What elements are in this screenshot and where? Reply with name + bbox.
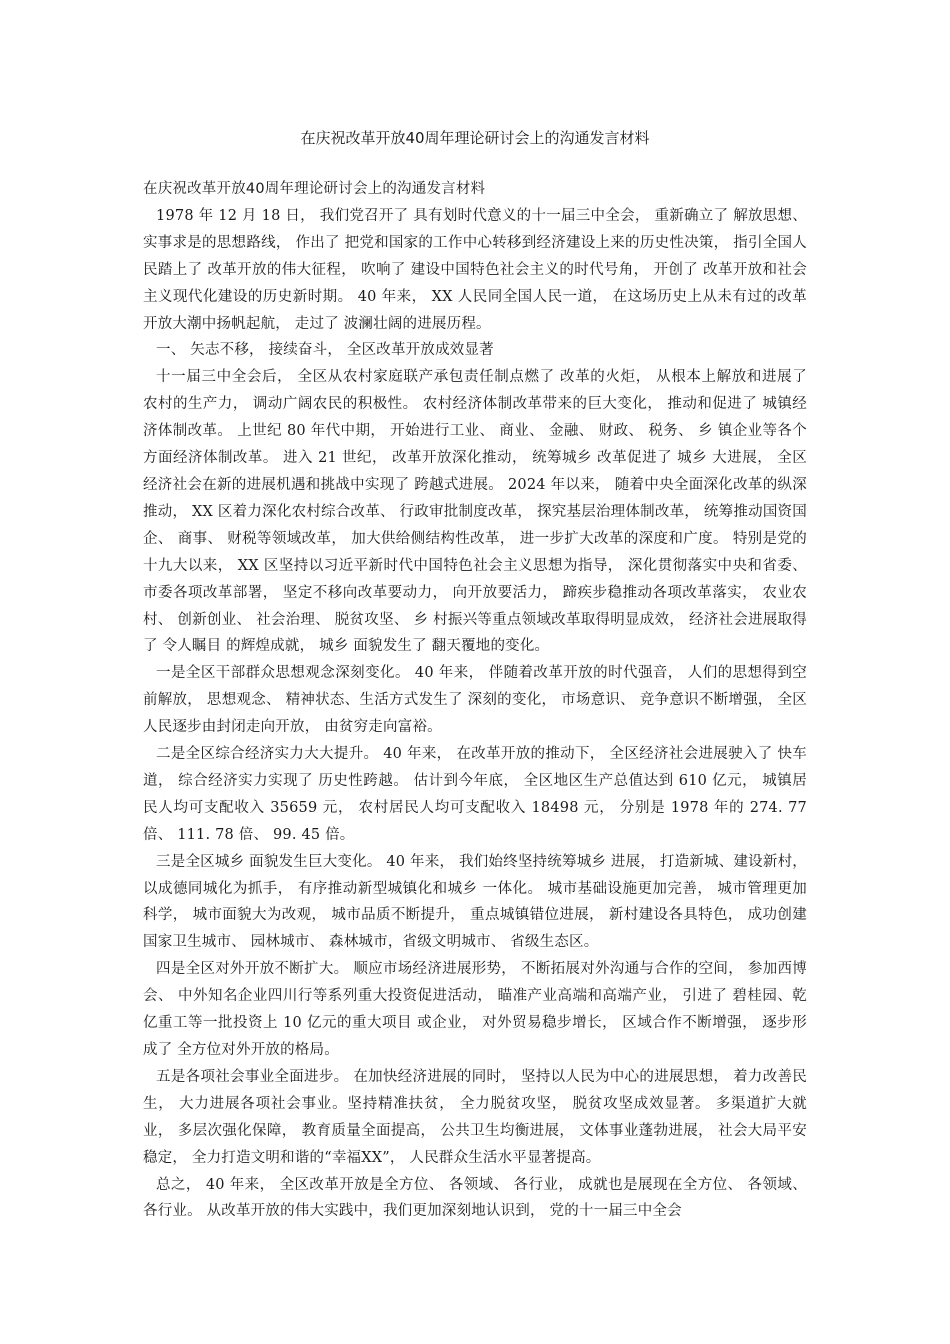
section-heading: 一、 矢志不移， 接续奋斗， 全区改革开放成效显著: [156, 342, 494, 359]
paragraph: 四是全区对外开放不断扩大。 顺应市场经济进展形势， 不断拓展对外沟通与合作的空间， 参加西博会、 中外知名企业四川行等系列重大投资促进活动， 瞄准产业高端和高端产业， 引进了 碧桂园、乾亿重工等一批投资上 10 亿元的重大项目 或企业， 对外贸易稳步增长， 区域合作不断增强， 逐步形成了 全方位对外开放的格局。: [143, 961, 807, 1058]
paragraph: 二是全区综合经济实力大大提升。 40 年来， 在改革开放的推动下， 全区经济社会进展驶入了 快车道， 综合经济实力实现了 历史性跨越。 估计到今年底， 全区地区生产总值达到 610 亿元， 城镇居民人均可支配收入 35659 元， 农村居民人均可支配收入 18498 元， 分别是 1978 年的 274. 77 倍、 111. 78 倍、 99. 45 倍。: [143, 746, 807, 843]
paragraph: 总之， 40 年来， 全区改革开放是全方位、 各领域、 各行业， 成就也是展现在全方位、 各领域、 各行业。 从改革开放的伟大实践中，我们更加深刻地认识到， 党的十一届三中全会: [143, 1176, 807, 1220]
paragraph-intro: 1978 年 12 月 18 日， 我们党召开了 具有划时代意义的十一届三中全会， 重新确立了 解放思想、 实事求是的思想路线， 作出了 把党和国家的工作中心转移到经济建设上来的历史性决策， 指引全国人民踏上了 改革开放的伟大征程， 吹响了 建设中国特色社会主义的时代号角， 开创了 改革开放和社会主义现代化建设的历史新时期。 40 年来， XX 人民同全国人民一道， 在这场历史上从未有过的改革开放大潮中扬帆起航， 走过了 波澜壮阔的进展历程。: [143, 207, 807, 332]
document-subtitle: 在庆祝改革开放40周年理论研讨会上的沟通发言材料: [143, 181, 486, 197]
document-body: [143, 176, 807, 1225]
paragraph: 一是全区干部群众思想观念深刻变化。 40 年来， 伴随着改革开放的时代强音， 人们的思想得到空前解放， 思想观念、 精神状态、生活方式发生了 深刻的变化， 市场意识、 竞争意识不断增强， 全区人民逐步由封闭走向开放， 由贫穷走向富裕。: [143, 665, 807, 736]
paragraph: 三是全区城乡 面貌发生巨大变化。 40 年来， 我们始终坚持统筹城乡 进展， 打造新城、建设新村， 以成德同城化为抓手， 有序推动新型城镇化和城乡 一体化。 城市基础设施更加完善， 城市管理更加科学， 城市面貌大为改观， 城市品质不断提升， 重点城镇错位进展， 新村建设各具特色， 成功创建国家卫生城市、 园林城市、 森林城市，省级文明城市、 省级生态区。: [143, 853, 807, 951]
document-title: 在庆祝改革开放40周年理论研讨会上的沟通发言材料: [300, 129, 650, 147]
paragraph: 十一届三中全会后， 全区从农村家庭联产承包责任制点燃了 改革的火炬， 从根本上解放和进展了 农村的生产力， 调动广阔农民的积极性。 农村经济体制改革带来的巨大变化， 推动和促进了 城镇经济体制改革。 上世纪 80 年代中期， 开始进行工业、 商业、 金融、 财政、 税务、 乡 镇企业等各个方面经济体制改革。 进入 21 世纪， 改革开放深化推动， 统筹城乡 改革促进了 城乡 大进展， 全区经济社会在新的进展机遇和挑战中实现了 跨越式进展。 2024 年以来， 随着中央全面深化改革的纵深推动， XX 区着力深化农村综合改革、 行政审批制度改革， 探究基层治理体制改革， 统筹推动国资国企、 商事、 财税等领域改革， 加大供给侧结构性改革， 进一步扩大改革的深度和广度。 特别是党的十九大以来， XX 区坚持以习近平新时代中国特色社会主义思想为指导， 深化贯彻落实中央和省委、 市委各项改革部署， 坚定不移向改革要动力， 向开放要活力， 蹄疾步稳推动各项改革落实， 农业农村、 创新创业、 社会治理、 脱贫攻坚、 乡 村振兴等重点领域改革取得明显成效， 经济社会进展取得了 令人瞩目 的辉煌成就， 城乡 面貌发生了 翻天覆地的变化。: [143, 369, 807, 655]
paragraph: 五是各项社会事业全面进步。 在加快经济进展的同时， 坚持以人民为中心的进展思想， 着力改善民生， 大力进展各项社会事业。坚持精准扶贫， 全力脱贫攻坚， 脱贫攻坚成效显著。 多渠道扩大就业， 多层次强化保障， 教育质量全面提高， 公共卫生均衡进展， 文体事业蓬勃进展， 社会大局平安稳定， 全力打造文明和谐的“幸福XX”， 人民群众生活水平显著提高。: [143, 1068, 807, 1166]
